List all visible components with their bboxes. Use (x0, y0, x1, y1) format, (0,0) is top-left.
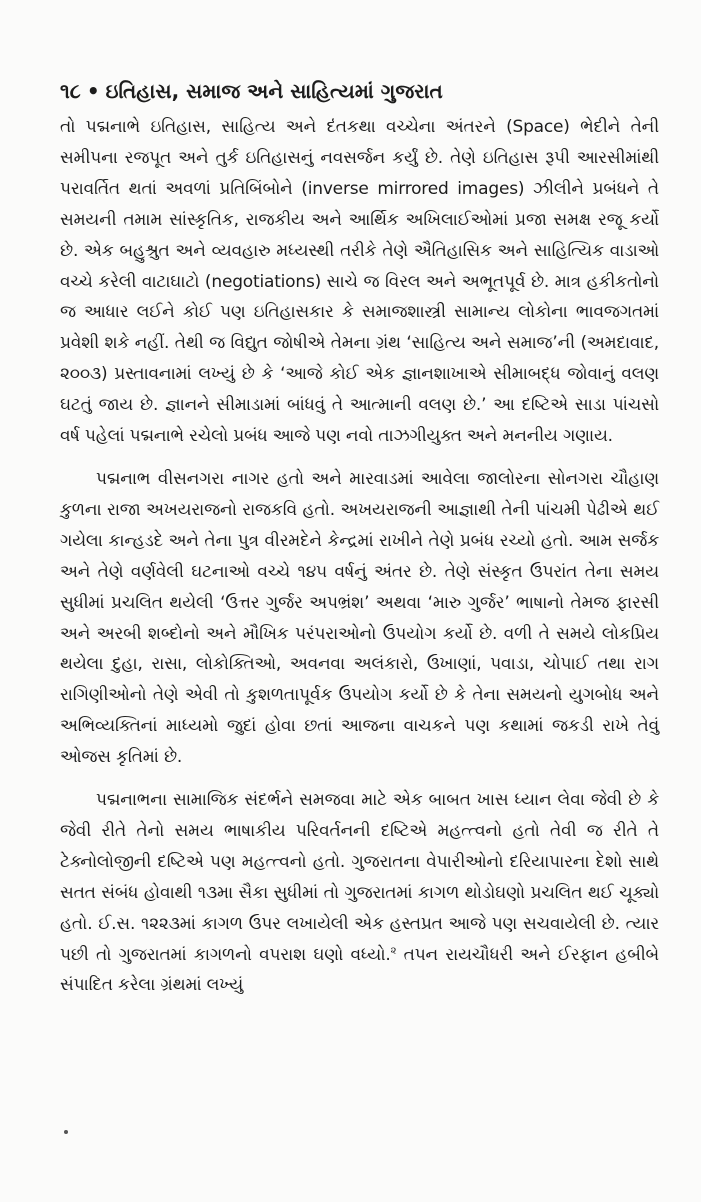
page-number: ૧૮ (60, 79, 81, 103)
paragraph-3-text-after: તપન રાયચૌધરી અને ઈરફાન હબીબે સંપાદિત કરેલા ગ્રંથમાં લખ્યું (60, 944, 659, 996)
bullet-separator: • (86, 79, 100, 103)
ink-dot-mark (64, 1130, 68, 1134)
paragraph-3-text: પદ્મનાભના સામાજિક સંદર્ભને સમજવા માટે એક બાબત ખાસ ધ્યાન લેવા જેવી છે કે જેવી રીતે તેનો સમય ભાષાકીય પરિવર્તનની દષ્ટિએ મહત્ત્વનો હતો તેવી જ રીતે તે ટેક્નોલોજીની દષ્ટિએ પણ મહત્ત્વનો હતો. ગુજરાતના વેપારીઓનો દરિયાપારના દેશો સાથે સતત સંબંધ હોવાથી ૧૩મા સૈકા સુધીમાં તો ગુજરાતમાં કાગળ થોડોઘણો પ્રચલિત થઈ ચૂક્યો હતો. ઈ.સ. ૧૨૨૩માં કાગળ ઉપર લખાયેલી એક હસ્તપ્રત આજે પણ સચવાયેલી છે. ત્યાર પછી તો ગુજરાતમાં કાગળનો વપરાશ ઘણો વધ્યો. (60, 790, 660, 965)
paragraph-3 (60, 785, 659, 1001)
paragraph-2: પદ્મનાભ વીસનગરા નાગર હતો અને મારવાડમાં આવેલા જાલોરના સોનગરા ચૌહાણ કુળના રાજા અખયરાજનો રાજકવિ હતો. અખયરાજની આજ્ઞાથી તેની પાંચમી પેઢીએ થઈ ગયેલા કાન્હડદે અને તેના પુત્ર વીરમદેને કેન્દ્રમાં રાખીને તેણે પ્રબંધ રચ્યો હતો. આમ સર્જક અને તેણે વર્ણવેલી ઘટનાઓ વચ્ચે ૧૪૫ વર્ષનું અંતર છે. તેણે સંસ્કૃત ઉપરાંત તેના સમય સુધીમાં પ્રચલિત થયેલી ‘ઉત્તર ગુર્જર અપભ્રંશ’ અથવા ‘મારુ ગુર્જર’ ભાષાનો તેમજ ફારસી અને અરબી શબ્દોનો અને મૌખિક પરંપરાઓનો ઉપયોગ કર્યો છે. વળી તે સમયે લોકપ્રિય થયેલા દુહા, રાસા, લોકોક્તિઓ, અવનવા અલંકારો, ઉખાણાં, પવાડા, ચોપાઈ તથા રાગ રાગિણીઓનો તેણે એવી તો કુશળતાપૂર્વક ઉપયોગ કર્યો છે કે તેના સમયનો યુગબોધ અને અભિવ્યક્તિનાં માધ્યમો જુદાં હોવા છતાં આજના વાચકને પણ કથામાં જકડી રાખે તેવું ઓજસ કૃતિમાં છે. (60, 468, 659, 768)
running-head (60, 78, 659, 104)
footnote-marker: ૨ (390, 944, 397, 956)
book-title: ઇતિહાસ, સમાજ અને સાહિત્યમાં ગુજરાત (105, 79, 443, 103)
paragraph-1: તો પદ્મનાભે ઇતિહાસ, સાહિત્ય અને દંતકથા વચ્ચેના અંતરને (Space) ભેદીને તેની સમીપના રજપૂત અને તુર્ક ઇતિહાસનું નવસર્જન કર્યું છે. તેણે ઇતિહાસ રૂપી આરસીમાંથી પરાવર્તિત થતાં અવળાં પ્રતિબિંબોને (inverse mirrored images) ઝીલીને પ્રબંધને તે સમયની તમામ સાંસ્કૃતિક, રાજકીય અને આર્થિક અખિલાઈઓમાં પ્રજા સમક્ષ રજૂ કર્યો છે. એક બહુશ્રુત અને વ્યવહારુ મધ્યસ્થી તરીકે તેણે ઐતિહાસિક અને સાહિત્યિક વાડાઓ વચ્ચે કરેલી વાટાઘાટો (negotiations) સાચે જ વિરલ અને અભૂતપૂર્વ છે. માત્ર હકીકતોનો જ આધાર લઈને કોઈ પણ ઇતિહાસકાર કે સમાજશાસ્ત્રી સામાન્ય લોકોના ભાવજગતમાં પ્રવેશી શકે નહીં. તેથી જ વિદ્યુત જોષીએ તેમના ગ્રંથ ‘સાહિત્ય અને સમાજ’ની (અમદાવાદ, ૨૦૦૩) પ્રસ્તાવનામાં લખ્યું છે કે ‘આજે કોઈ એક જ્ઞાનશાખાએ સીમાબદ્ધ જોવાનું વલણ ઘટતું જાય છે. જ્ઞાનને સીમાડામાં બાંધવું તે આત્માની વલણ છે.’ આ દષ્ટિએ સાડા પાંચસો વર્ષ પહેલાં પદ્મનાભે રચેલો પ્રબંધ આજે પણ નવો તાઝગીયુક્ત અને મનનીય ગણાય. (60, 117, 659, 447)
